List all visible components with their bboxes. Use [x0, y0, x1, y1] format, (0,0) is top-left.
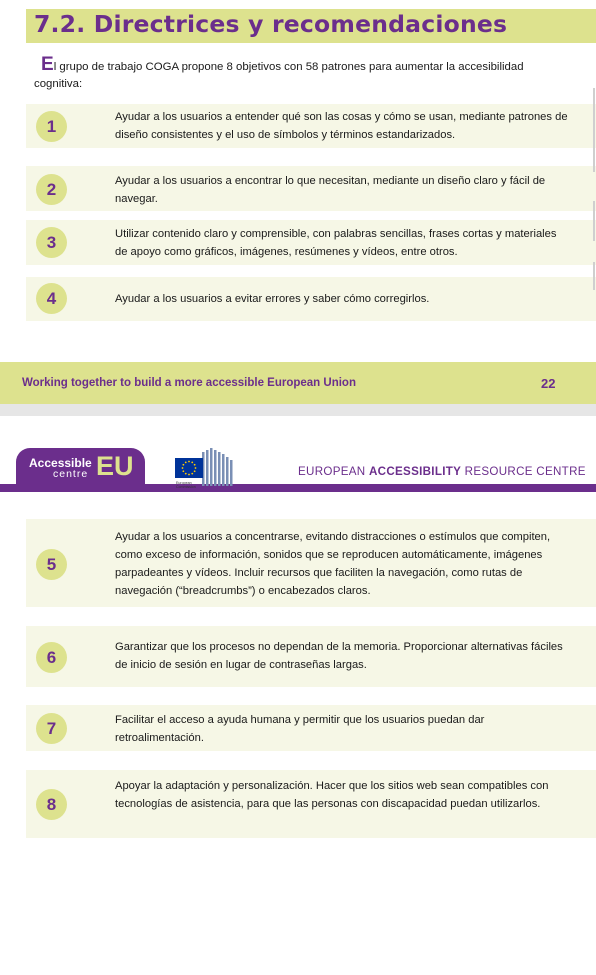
- margin-rule: [593, 201, 595, 241]
- objective-item-8: [26, 770, 596, 838]
- objective-number-badge: 1: [36, 111, 67, 142]
- logo-word-centre: centre: [53, 468, 89, 480]
- eu-star-icon: [195, 467, 197, 469]
- european-commission-logo: [162, 446, 238, 496]
- objective-item-2: [26, 166, 596, 211]
- eu-star-icon: [194, 470, 196, 472]
- eu-star-icon: [185, 473, 187, 475]
- objective-number-badge: 2: [36, 174, 67, 205]
- logo-word-accessible: Accessible: [29, 456, 92, 470]
- objective-number-badge: 6: [36, 642, 67, 673]
- objective-text: Garantizar que los procesos no dependan de la memoria. Proporcionar alternativas fáciles de inicio de sesión en lugar de contraseñas largas.: [115, 641, 563, 671]
- page-number: 22: [541, 376, 556, 391]
- eu-star-icon: [188, 461, 190, 463]
- page-footer: [0, 362, 596, 404]
- objective-number-badge: 3: [36, 227, 67, 258]
- page-separator: [0, 404, 596, 416]
- eu-star-icon: [182, 470, 184, 472]
- eu-star-icon: [194, 464, 196, 466]
- intro-text: l grupo de trabajo COGA propone 8 objetivos con 58 patrones para aumentar la accesibilidad cognitiva:: [34, 61, 524, 90]
- objective-text: Ayudar a los usuarios a encontrar lo que necesitan, mediante un diseño claro y fácil de navegar.: [115, 175, 546, 205]
- objective-text: Apoyar la adaptación y personalización. Hacer que los sitios web sean compatibles con tecnologías de asistencia, para que las personas con discapacidad puedan utilizarlos.: [115, 780, 549, 810]
- header-tagline: Working together to build a more accessible European Union: [430, 969, 565, 975]
- objective-number-badge: 5: [36, 549, 67, 580]
- objective-item-6: [26, 626, 596, 687]
- eu-star-icon: [191, 461, 193, 463]
- objective-text: Ayudar a los usuarios a entender qué son las cosas y cómo se usan, mediante patrones de diseño consistentes y el uso de símbolos y términos estandarizados.: [115, 111, 568, 141]
- objective-item-5: [26, 519, 596, 607]
- title-bar: [26, 9, 596, 43]
- eu-star-icon: [182, 467, 184, 469]
- page-title: 7.2. Directrices y recomendaciones: [34, 10, 508, 38]
- margin-rule: [593, 88, 595, 172]
- objective-item-1: [26, 104, 596, 148]
- objective-number-badge: 4: [36, 283, 67, 314]
- intro-dropcap: E: [41, 54, 54, 75]
- margin-rule: [593, 262, 595, 290]
- accessible-eu-logo: [16, 448, 145, 484]
- eu-star-icon: [191, 473, 193, 475]
- eu-star-icon: [182, 464, 184, 466]
- objective-text: Utilizar contenido claro y comprensible, con palabras sencillas, frases cortas y materiales de apoyo como gráficos, imágenes, resúmenes y vídeos, entre otros.: [115, 228, 557, 258]
- objective-text: Ayudar a los usuarios a evitar errores y saber cómo corregirlos.: [115, 293, 430, 305]
- intro-paragraph: [34, 56, 574, 93]
- objective-text: Ayudar a los usuarios a concentrarse, evitando distracciones o estímulos que compiten, como exceso de información, sonidos que se reproducen automáticamente, imágenes parpadeantes y vídeos. Incluir recursos que faciliten la navegación, como rutas de navegación (“breadcrumbs”) o encabezados claros.: [115, 531, 551, 597]
- ec-logo-caption: European Commission: [176, 481, 196, 490]
- logo-word-eu: EU: [96, 451, 134, 481]
- objective-item-7: [26, 705, 596, 751]
- objective-number-badge: 8: [36, 789, 67, 820]
- footer-tagline: Working together to build a more accessible European Union: [22, 377, 356, 389]
- objective-number-badge: 7: [36, 713, 67, 744]
- objective-item-3: [26, 220, 596, 265]
- objective-text: Facilitar el acceso a ayuda humana y permitir que los usuarios puedan dar retroalimentación.: [115, 714, 485, 744]
- resource-centre-heading: EUROPEAN ACCESSIBILITY RESOURCE CENTRE: [298, 465, 586, 478]
- objective-item-4: [26, 277, 596, 321]
- eu-star-icon: [188, 474, 190, 476]
- eu-star-icon: [185, 461, 187, 463]
